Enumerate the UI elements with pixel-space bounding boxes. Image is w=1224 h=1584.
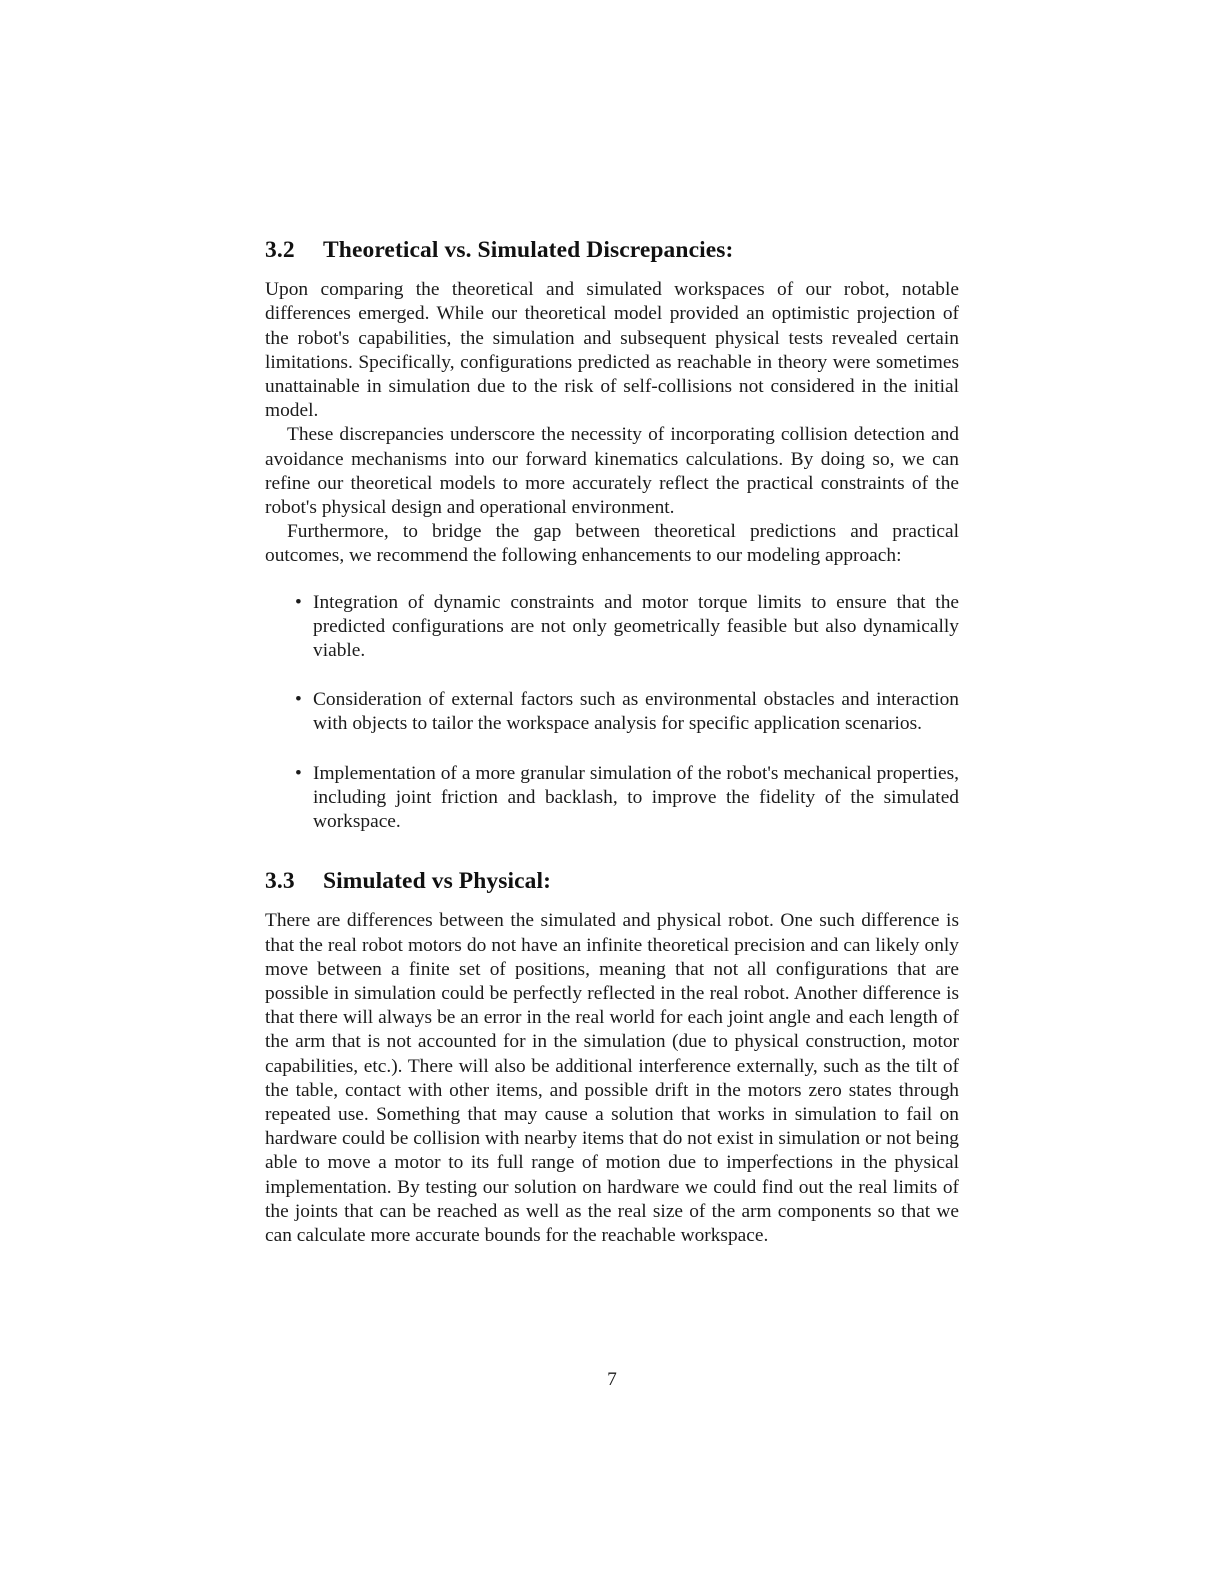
recommendation-list: [265, 591, 959, 835]
list-item: [265, 688, 959, 736]
list-item: [265, 762, 959, 835]
section-title-3-2: Theoretical vs. Simulated Discrepancies:: [323, 237, 734, 263]
section-heading-3-3: [265, 867, 959, 895]
section-number-3-3: 3.3: [265, 868, 295, 895]
bullet-icon: •: [295, 762, 302, 784]
list-item-text: Integration of dynamic constraints and motor torque limits to ensure that the predicted configurations are not only geometrically feasible but also dynamically viable.: [313, 591, 959, 662]
section-heading-3-2: [265, 236, 959, 264]
paragraph-3-2-2: These discrepancies underscore the necessity of incorporating collision detection and avoidance mechanisms into our forward kinematics calculations. By doing so, we can refine our theoretical models to more accurately reflect the practical constraints of the robot's physical design and operational environment.: [265, 424, 959, 519]
section-title-3-3: Simulated vs Physical:: [323, 868, 552, 895]
bullet-icon: •: [295, 689, 302, 711]
page-number: 7: [607, 1369, 617, 1390]
bullet-icon: •: [295, 591, 302, 613]
heading-spacer: [265, 264, 959, 278]
paragraph-3-3-1: There are differences between the simulated and physical robot. One such difference is that the real robot motors do not have an infinite theoretical precision and can likely only move between a finite set of positions, meaning that not all configurations that are possible in simulation could be perfectly reflected in the real robot. Another difference is that there will always be an error in the real world for each joint angle and each length of the arm that is not accounted for in the simulation (due to physical construction, motor capabilities, etc.). There will also be additional interference externally, such as the tilt of the table, contact with other items, and possible drift in the motors zero states through repeated use. Something that may cause a solution that works in simulation to fail on hardware could be collision with nearby items that do not exist in simulation or not being able to move a motor to its full range of motion due to imperfections in the physical implementation. By testing our solution on hardware we could find out the real limits of the joints that can be reached as well as the real size of the arm components so that we can calculate more accurate bounds for the reachable workspace.: [265, 910, 959, 1247]
paragraph-3-2-3: Furthermore, to bridge the gap between theoretical predictions and practical outcomes, we recommend the following enhancements to our modeling approach:: [265, 521, 959, 567]
page-content: [265, 236, 959, 1248]
paragraph-3-2-1: Upon comparing the theoretical and simulated workspaces of our robot, notable differences emerged. While our theoretical model provided an optimistic projection of the robot's capabilities, the simulation and subsequent physical tests revealed certain limitations. Specifically, configurations predicted as reachable in theory were sometimes unattainable in simulation due to the risk of self-collisions not considered in the initial model.: [265, 279, 959, 422]
list-item: [265, 591, 959, 664]
heading-spacer: [265, 895, 959, 909]
list-item-text: Consideration of external factors such as environmental obstacles and interaction with objects to tailor the workspace analysis for specific application scenarios.: [313, 689, 959, 735]
section-number-3-2: 3.2: [265, 237, 295, 263]
list-item-text: Implementation of a more granular simulation of the robot's mechanical properties, including joint friction and backlash, to improve the fidelity of the simulated workspace.: [313, 762, 959, 833]
section-spacer: [265, 834, 959, 867]
